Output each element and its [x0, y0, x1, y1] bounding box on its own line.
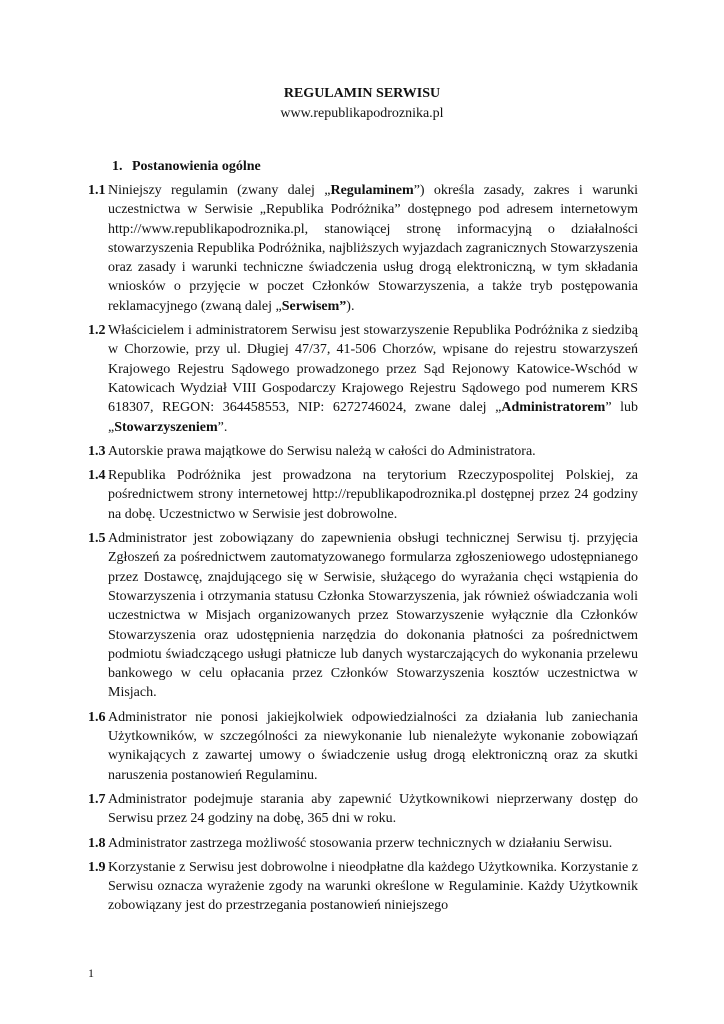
clause-number: 1.7	[88, 791, 106, 807]
clause-number: 1.2	[88, 323, 106, 339]
clause	[88, 858, 638, 916]
clause	[88, 529, 638, 703]
document-url: www.republikapodroznika.pl	[280, 106, 444, 121]
clause-text: Administrator nie ponosi jakiejkolwiek odpowiedzialności za działania lub zaniechania Użytkowników, w szczególności za niewykonanie lub nienależyte wykonanie zobowiązań wynikających z zawartej umowy o świadczenie usług drogą elektroniczną oraz za skutki naruszenia postanowień Regulaminu.	[108, 709, 638, 783]
clause-text: Autorskie prawa majątkowe do Serwisu należą w całości do Administratora.	[108, 443, 536, 459]
defined-term: Regulaminem	[330, 183, 414, 198]
clause	[88, 834, 638, 853]
clause-number: 1.6	[88, 709, 106, 725]
clause-number: 1.1	[88, 183, 106, 198]
section-title: Postanowienia ogólne	[132, 159, 261, 174]
clause-number: 1.3	[88, 443, 106, 459]
title-block	[0, 84, 724, 124]
defined-term: Serwisem”	[281, 298, 347, 314]
clause-text: Administrator jest zobowiązany do zapewnienia obsługi technicznej Serwisu tj. przyjęcia Zgłoszeń za pośrednictwem zautomatyzowanego formularza zgłoszeniowego udostępnianego przez Dostawcę, znajdującego się w Serwisie, służącego do wyrażania chęci wstąpienia do Stowarzyszenia i otrzymania statusu Członka Stowarzyszenia, jak również oświadczania woli uczestnictwa w Misjach organizowanych przez Stowarzyszenie wyłącznie dla Członków Stowarzyszenia oraz udostępnienia narzędzia do dokonania płatności za pośrednictwem podmiotu świadczącego usługi płatnicze lub danych wystarczających do wykonania przelewu bankowego w celu opłacania przez Członków Stowarzyszenia kosztów uczestnictwa w Misjach.	[108, 531, 638, 701]
clause-text: Administrator zastrzega możliwość stosowania przerw technicznych w działaniu Serwisu.	[108, 835, 613, 851]
page-number: 1	[88, 966, 94, 980]
clause-list	[88, 181, 638, 921]
clause-number: 1.5	[88, 531, 106, 547]
clause-number: 1.9	[88, 859, 106, 875]
clause-number: 1.8	[88, 835, 106, 851]
clause-text: Korzystanie z Serwisu jest dobrowolne i nieodpłatne dla każdego Użytkownika. Korzystanie z Serwisu oznacza wyrażenie zgody na warunki określone w Regulaminie. Każdy Użytkownik zobowiązany jest do przestrzegania postanowień niniejszego	[108, 859, 638, 914]
clause	[88, 466, 638, 524]
clause-text: Niniejszy regulamin (zwany dalej „Regulaminem”) określa zasady, zakres i warunki uczestnictwa w Serwisie „Republika Podróżnika” dostępnego pod adresem internetowym http://www.republikapodroznika.pl, stanowiącej stronę informacyjną o działalności stowarzyszenia Republika Podróżnika, najbliższych wyjazdach zagranicznych Stowarzyszenia oraz zasady i warunki techniczne świadczenia usług drogą elektroniczną, w tym składania wniosków o przyjęcie w poczet Członków Stowarzyszenia, a także tryb postępowania reklamacyjnego (zwaną dalej „Serwisem”).	[108, 183, 638, 314]
defined-term: Administratorem	[501, 400, 606, 416]
clause	[88, 321, 638, 437]
clause	[88, 708, 638, 785]
clause	[88, 790, 638, 829]
clause-text: Administrator podejmuje starania aby zapewnić Użytkownikowi nieprzerwany dostęp do Serwisu przez 24 godziny na dobę, 365 dni w roku.	[108, 791, 638, 827]
clause-number: 1.4	[88, 468, 106, 484]
clause-text: Republika Podróżnika jest prowadzona na terytorium Rzeczypospolitej Polskiej, za pośrednictwem strony internetowej http://republikapodroznika.pl dostępnej przez 24 godziny na dobę. Uczestnictwo w Serwisie jest dobrowolne.	[108, 468, 638, 522]
defined-term: Stowarzyszeniem	[114, 419, 218, 435]
clause-text: Właścicielem i administratorem Serwisu jest stowarzyszenie Republika Podróżnika z siedzibą w Chorzowie, przy ul. Długiej 47/37, 41-506 Chorzów, wpisane do rejestru stowarzyszeń Krajowego Rejestru Sądowego prowadzonego przez Sąd Rejonowy Katowice-Wschód w Katowicach Wydział VIII Gospodarczy Krajowego Rejestru Sądowego pod numerem KRS 618307, REGON: 364458553, NIP: 6272746024, zwane dalej „Administratorem” lub „Stowarzyszeniem”.	[108, 323, 639, 435]
document-title: REGULAMIN SERWISU	[283, 86, 441, 101]
clause	[88, 181, 638, 316]
clause	[88, 442, 638, 461]
section-number: 1.	[112, 159, 123, 174]
section-heading	[112, 157, 261, 177]
